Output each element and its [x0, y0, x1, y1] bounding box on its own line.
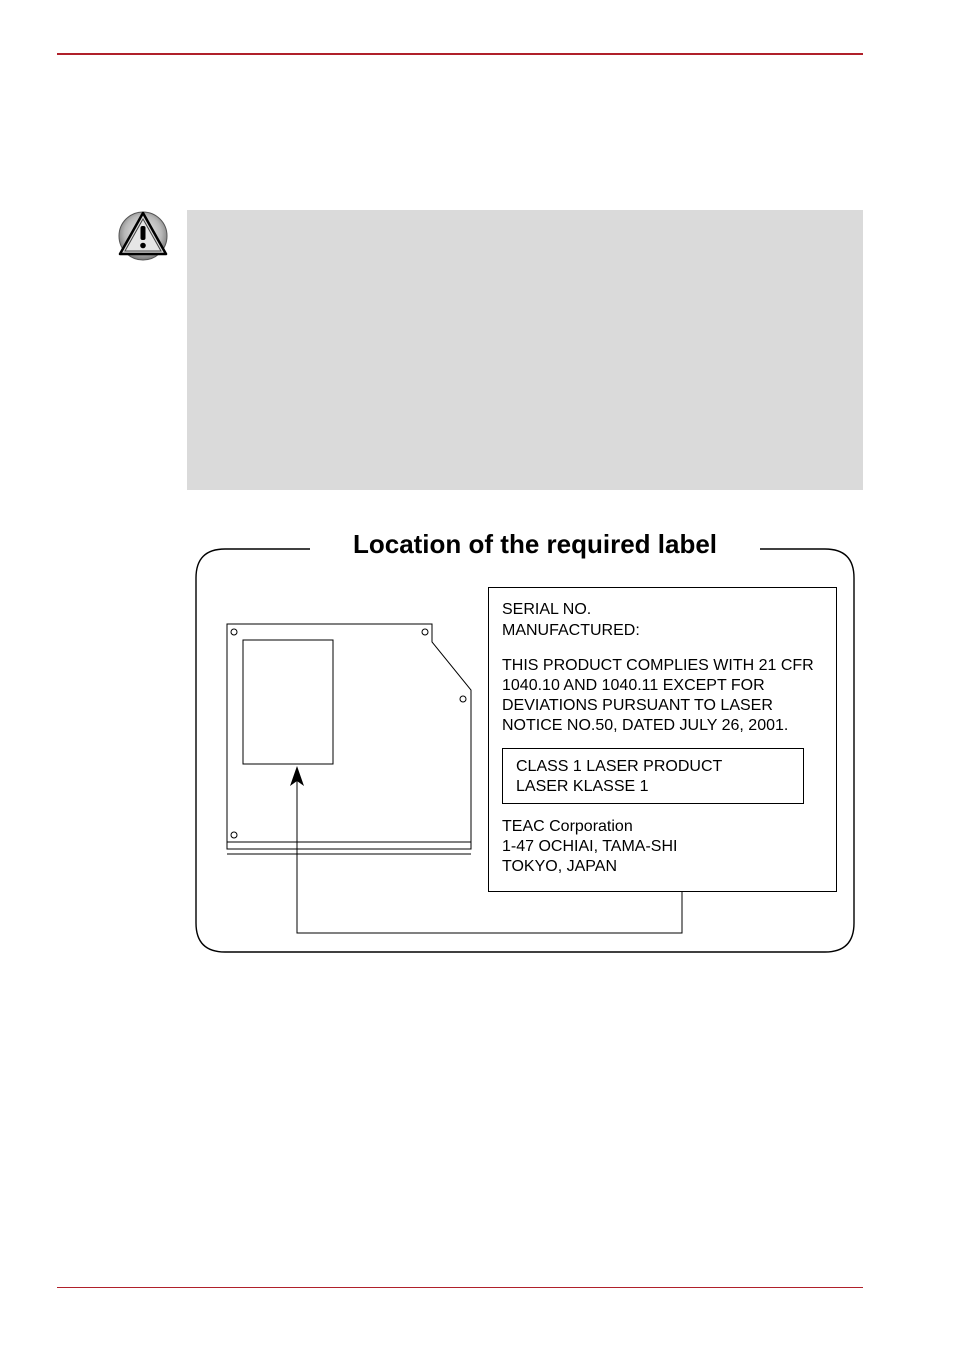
compliance-line: NOTICE NO.50, DATED JULY 26, 2001.	[502, 717, 789, 734]
laser-class-line: LASER KLASSE 1	[516, 778, 649, 795]
screw-hole	[460, 696, 466, 702]
figure-title: Location of the required label	[310, 528, 760, 560]
label-panel	[488, 587, 837, 892]
manufactured-text: MANUFACTURED:	[502, 622, 640, 639]
caution-triangle-icon	[117, 209, 169, 261]
screw-hole	[231, 629, 237, 635]
compliance-line: 1040.10 AND 1040.11 EXCEPT FOR	[502, 677, 765, 694]
label-position-marker	[243, 640, 333, 764]
manufacturer-line: 1-47 OCHIAI, TAMA-SHI	[502, 838, 678, 855]
caution-note-box	[187, 210, 863, 490]
header-rule	[57, 53, 863, 55]
footer-rule	[57, 1287, 863, 1288]
serial-number-text: SERIAL NO.	[502, 601, 592, 618]
drive-outline	[227, 624, 471, 849]
compliance-line: DEVIATIONS PURSUANT TO LASER	[502, 697, 773, 714]
manufacturer-line: TOKYO, JAPAN	[502, 858, 617, 875]
compliance-line: THIS PRODUCT COMPLIES WITH 21 CFR	[502, 657, 814, 674]
laser-class-line: CLASS 1 LASER PRODUCT	[516, 758, 723, 775]
manufacturer-line: TEAC Corporation	[502, 818, 633, 835]
screw-hole	[231, 832, 237, 838]
screw-hole	[422, 629, 428, 635]
laser-class-box	[502, 748, 804, 804]
label-location-figure	[195, 528, 855, 956]
